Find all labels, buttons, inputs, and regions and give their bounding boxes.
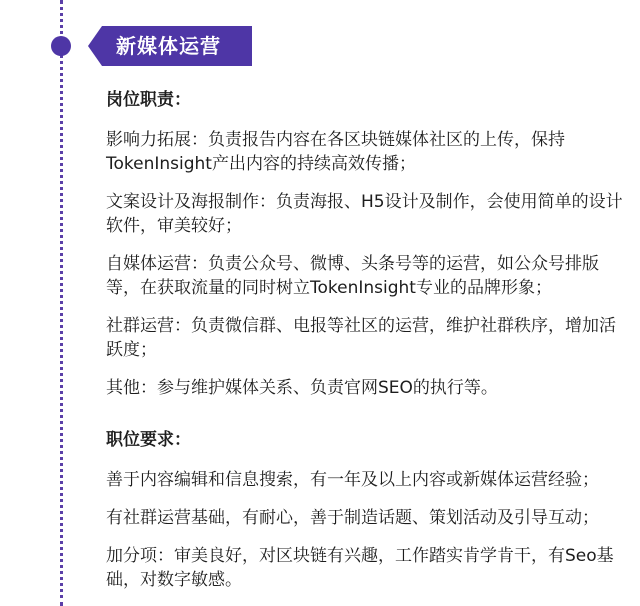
responsibility-item: 社群运营：负责微信群、电报等社区的运营，维护社群秩序，增加活跃度；: [106, 316, 616, 360]
requirement-item: 有社群运营基础，有耐心，善于制造话题、策划活动及引导互动；: [106, 508, 599, 528]
responsibility-item: 自媒体运营：负责公众号、微博、头条号等的运营，如公众号排版等，在获取流量的同时树立TokenInsight专业的品牌形象；: [106, 254, 599, 298]
section-spacer: [106, 414, 626, 428]
content-body: [106, 88, 626, 606]
responsibilities-heading: 岗位职责：: [106, 90, 191, 110]
section-title-tag: [88, 26, 252, 66]
responsibility-item: 影响力拓展：负责报告内容在各区块链媒体社区的上传，保持TokenInsight产出内容的持续高效传播；: [106, 130, 565, 174]
responsibility-item: 文案设计及海报制作：负责海报、H5设计及制作，会使用简单的设计软件，审美较好；: [106, 192, 623, 236]
requirements-heading: 职位要求：: [106, 430, 191, 450]
timeline-dotted-line: [60, 0, 63, 606]
section-title: 新媒体运营: [116, 34, 221, 58]
requirement-item: 加分项：审美良好，对区块链有兴趣，工作踏实肯学肯干，有Seo基础，对数字敏感。: [106, 546, 614, 590]
timeline-dot-icon: [51, 36, 71, 56]
requirement-item: 善于内容编辑和信息搜索，有一年及以上内容或新媒体运营经验；: [106, 470, 599, 490]
responsibility-item: 其他：参与维护媒体关系、负责官网SEO的执行等。: [106, 378, 498, 398]
